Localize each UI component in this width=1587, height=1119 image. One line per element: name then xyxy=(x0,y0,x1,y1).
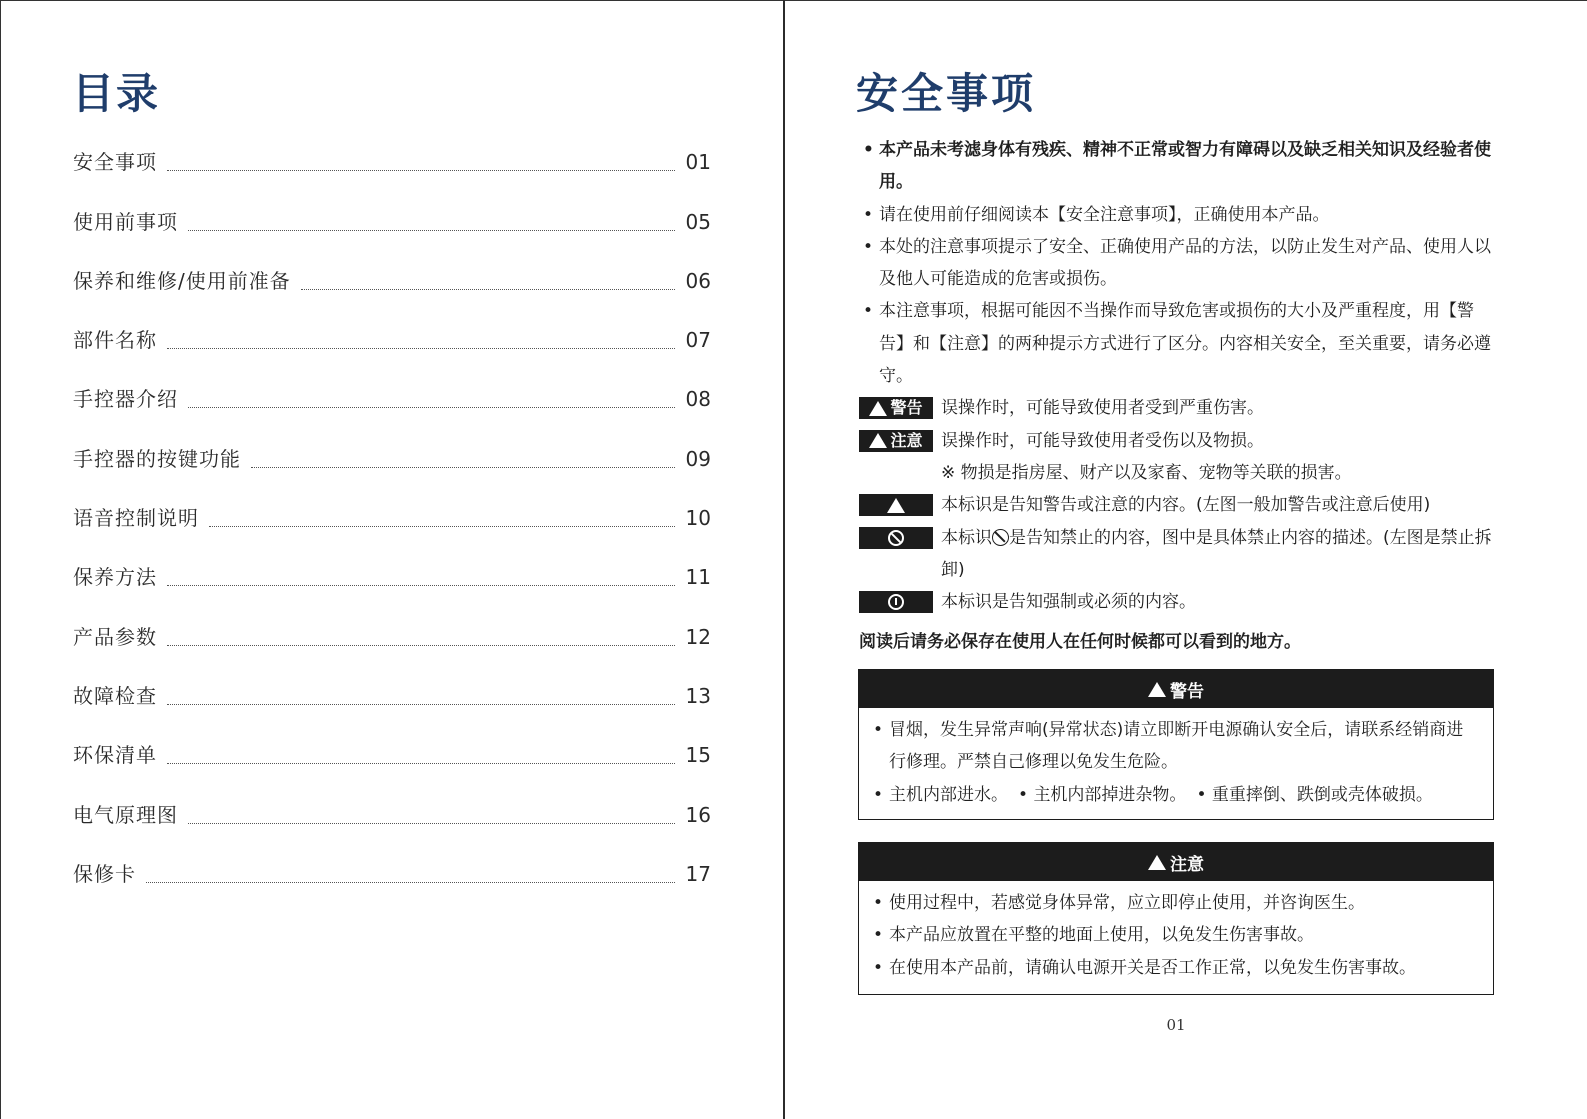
safety-title: 安全事项 xyxy=(856,69,1037,118)
triangle-mark-badge xyxy=(859,494,933,516)
warning-box-header xyxy=(859,670,1493,708)
safety-content xyxy=(859,134,1497,659)
mandatory-icon xyxy=(888,594,904,610)
toc-entry-page: 17 xyxy=(685,861,711,886)
toc-dot-leader xyxy=(209,525,675,527)
toc-entry-label: 产品参数 xyxy=(73,624,157,649)
triangle-mark-text: 本标识是告知警告或注意的内容。(左图一般加警告或注意后使用) xyxy=(941,495,1431,516)
toc-entry[interactable] xyxy=(73,794,711,853)
toc-entry-page: 11 xyxy=(685,565,711,590)
toc-entry[interactable] xyxy=(73,142,711,201)
toc-list xyxy=(73,142,711,913)
toc-entry-page: 07 xyxy=(685,328,711,353)
warning-triangle-icon xyxy=(869,401,887,416)
toc-dot-leader xyxy=(167,644,675,646)
mandatory-mark-badge xyxy=(859,591,933,613)
toc-entry-label: 保养方法 xyxy=(73,565,157,590)
caution-definition xyxy=(859,425,1497,457)
bullet: • xyxy=(863,301,874,322)
bullet: • xyxy=(1018,784,1029,805)
toc-entry[interactable] xyxy=(73,854,711,913)
toc-entry-page: 08 xyxy=(685,387,711,412)
toc-entry-label: 部件名称 xyxy=(73,328,157,353)
warning-triangle-icon xyxy=(887,498,905,513)
caution-badge xyxy=(859,430,933,452)
toc-entry[interactable] xyxy=(73,498,711,557)
bullet: • xyxy=(873,957,884,978)
caution-badge-label: 注意 xyxy=(890,430,923,450)
toc-page xyxy=(0,0,783,1119)
toc-entry-label: 手控器的按键功能 xyxy=(73,446,241,471)
bullet: • xyxy=(873,893,884,913)
toc-dot-leader xyxy=(167,703,675,705)
prohibition-mark-text-b: 是告知禁止的内容，图中是具体禁止内容的描述。(左图是禁止拆卸) xyxy=(941,527,1492,580)
toc-entry-label: 手控器介绍 xyxy=(73,387,178,412)
safety-paragraph xyxy=(859,295,1497,392)
bullet: • xyxy=(863,204,874,225)
toc-entry-page: 09 xyxy=(685,446,711,471)
toc-dot-leader xyxy=(146,881,675,883)
bullet: • xyxy=(873,720,884,740)
no-disassembly-icon xyxy=(888,530,904,546)
warning-badge xyxy=(859,397,933,419)
bullet: • xyxy=(873,784,884,805)
safety-paragraph-text: 本注意事项，根据可能因不当操作而导致危害或损伤的大小及严重程度，用【警告】和【注意】的两种提示方式进行了区分。内容相关安全，至关重要，请务必遵守。 xyxy=(879,301,1491,387)
toc-dot-leader xyxy=(167,169,675,171)
bullet: • xyxy=(873,925,884,946)
toc-entry-page: 05 xyxy=(685,209,711,234)
safety-paragraph-text: 本处的注意事项提示了安全、正确使用产品的方法，以防止发生对产品、使用人以及他人可能造成的危害或损伤。 xyxy=(879,236,1491,290)
toc-entry-label: 环保清单 xyxy=(73,743,157,768)
caution-box-body xyxy=(859,881,1493,984)
toc-entry-page: 13 xyxy=(685,683,711,708)
toc-dot-leader xyxy=(188,406,675,408)
read-notice: 阅读后请务必保存在使用人在任何时候都可以看到的地方。 xyxy=(859,632,1301,653)
toc-dot-leader xyxy=(167,762,675,764)
toc-entry-label: 使用前事项 xyxy=(73,209,178,234)
property-damage-note: ※ 物损是指房屋、财产以及家畜、宠物等关联的损害。 xyxy=(941,462,1352,483)
warning-definition-text: 误操作时，可能导致使用者受到严重伤害。 xyxy=(941,398,1264,419)
caution-box-line-text: 本产品应放置在平整的地面上使用，以免发生伤害事故。 xyxy=(889,925,1314,946)
warning-box-body xyxy=(859,708,1493,811)
toc-dot-leader xyxy=(188,229,675,231)
toc-dot-leader xyxy=(301,288,675,290)
toc-entry-label: 安全事项 xyxy=(73,150,157,175)
caution-box-line xyxy=(873,952,1479,984)
toc-entry-label: 保养和维修/使用前准备 xyxy=(73,268,291,293)
toc-title: 目录 xyxy=(72,69,161,118)
caution-box xyxy=(858,842,1494,995)
toc-entry-label: 保修卡 xyxy=(73,861,136,886)
toc-entry[interactable] xyxy=(73,261,711,320)
toc-dot-leader xyxy=(188,822,675,824)
caution-box-line-text: 使用过程中，若感觉身体异常，应立即停止使用，并咨询医生。 xyxy=(889,893,1365,913)
toc-entry-page: 10 xyxy=(685,506,711,531)
toc-dot-leader xyxy=(167,347,675,349)
safety-paragraph-text: 请在使用前仔细阅读本【安全注意事项】，正确使用本产品。 xyxy=(879,204,1330,225)
caution-triangle-icon xyxy=(869,433,887,448)
toc-entry-label: 语音控制说明 xyxy=(73,506,199,531)
caution-box-header xyxy=(859,843,1493,881)
warning-box-items xyxy=(873,779,1479,811)
warning-box-line xyxy=(873,714,1479,779)
toc-entry-page: 16 xyxy=(685,802,711,827)
warning-triangle-icon xyxy=(1148,682,1166,697)
prohibition-icon xyxy=(992,529,1009,546)
caution-box-line xyxy=(873,919,1479,951)
toc-entry[interactable] xyxy=(73,201,711,260)
caution-box-line-text: 在使用本产品前，请确认电源开关是否工作正常，以免发生伤害事故。 xyxy=(889,957,1416,978)
warning-box-line-text: 冒烟，发生异常声响(异常状态)请立即断开电源确认安全后，请联系经销商进行修理。严禁自己修理以免发生危险。 xyxy=(889,720,1464,773)
toc-dot-leader xyxy=(251,466,675,468)
toc-entry-page: 12 xyxy=(685,624,711,649)
safety-page xyxy=(785,0,1587,1119)
mandatory-mark-definition xyxy=(859,586,1497,618)
bullet: • xyxy=(863,236,874,257)
page-number: 01 xyxy=(1166,1016,1186,1034)
safety-paragraph xyxy=(859,231,1497,296)
caution-triangle-icon xyxy=(1148,855,1166,870)
caution-box-title: 注意 xyxy=(1170,854,1204,875)
triangle-mark-definition xyxy=(859,489,1497,521)
warning-item: 重重摔倒、跌倒或壳体破损。 xyxy=(1211,784,1433,805)
toc-entry[interactable] xyxy=(73,557,711,616)
toc-entry-label: 故障检查 xyxy=(73,683,157,708)
warning-box xyxy=(858,669,1494,820)
toc-entry[interactable] xyxy=(73,379,711,438)
caution-box-line xyxy=(873,887,1479,919)
bullet: • xyxy=(1196,784,1207,805)
warning-badge-label: 警告 xyxy=(890,398,923,418)
warning-item: 主机内部掉进杂物。 xyxy=(1033,784,1187,805)
caution-definition-text: 误操作时，可能导致使用者受伤以及物损。 xyxy=(941,430,1264,451)
prohibition-mark-badge xyxy=(859,527,933,549)
toc-entry[interactable] xyxy=(73,320,711,379)
toc-entry-label: 电气原理图 xyxy=(73,802,178,827)
bullet: • xyxy=(863,140,874,160)
toc-entry-page: 15 xyxy=(685,743,711,768)
warning-item: 主机内部进水。 xyxy=(889,784,1008,805)
warning-box-title: 警告 xyxy=(1170,681,1204,702)
safety-paragraph-text: 本产品未考滤身体有残疾、精神不正常或智力有障碍以及缺乏相关知识及经验者使用。 xyxy=(879,140,1491,193)
mandatory-mark-text: 本标识是告知强制或必须的内容。 xyxy=(941,592,1196,613)
prohibition-mark-text-a: 本标识 xyxy=(941,527,992,548)
toc-entry[interactable] xyxy=(73,438,711,497)
toc-entry-page: 01 xyxy=(685,150,711,175)
toc-entry[interactable] xyxy=(73,735,711,794)
toc-entry[interactable] xyxy=(73,616,711,675)
safety-paragraph xyxy=(859,199,1497,231)
safety-paragraph xyxy=(859,134,1497,199)
toc-entry-page: 06 xyxy=(685,268,711,293)
prohibition-mark-definition xyxy=(859,522,1497,587)
toc-entry[interactable] xyxy=(73,676,711,735)
warning-definition xyxy=(859,392,1497,424)
toc-dot-leader xyxy=(167,584,675,586)
